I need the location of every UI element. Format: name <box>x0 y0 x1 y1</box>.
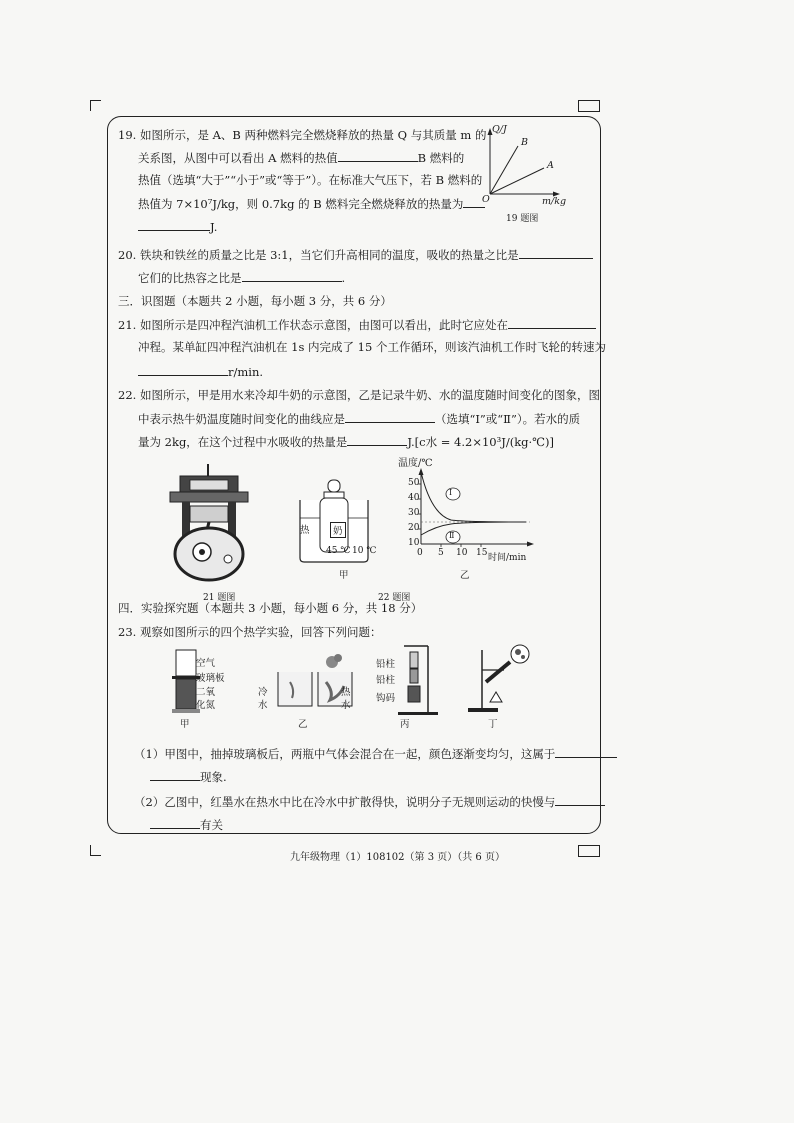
jia-temp-10: 10 ℃ <box>352 546 377 556</box>
q21-blank-2[interactable] <box>138 364 228 376</box>
test-tube-heating-diagram <box>462 640 542 716</box>
q21-line3: r/min. <box>138 364 263 380</box>
corner-mark-top-left <box>90 100 101 111</box>
q19-line5: J. <box>138 219 217 235</box>
q21-caption: 21 题图 <box>203 593 236 603</box>
q22-line1: 22. 如图所示，甲是用水来冷却牛奶的示意图，乙是记录牛奶、水的温度随时间变化的图象，图 <box>118 388 600 402</box>
q19-x-axis-label: m/kg <box>542 196 567 207</box>
yi-name: 乙 <box>460 570 470 581</box>
q21-line1: 21. 如图所示是四冲程汽油机工作状态示意图，由图可以看出，此时它应处在 <box>118 317 596 333</box>
corner-mark-bottom-left <box>90 845 101 856</box>
yi-x-tick-10: 10 <box>456 548 468 558</box>
jia-temp-45: 45 ℃ <box>326 546 351 556</box>
engine-diagram <box>160 462 260 587</box>
yi-y-tick-50: 50 <box>408 478 420 488</box>
yi-x-tick-15: 15 <box>476 548 488 558</box>
corner-mark-bottom-right <box>578 845 600 857</box>
q19-line1: 19. 如图所示，是 A、B 两种燃料完全燃烧释放的热量 Q 与其质量 m 的 <box>118 128 487 142</box>
yi-y-axis-label: 温度/℃ <box>398 458 433 469</box>
jia23-name: 甲 <box>180 719 190 730</box>
yi-x-tick-5: 5 <box>438 548 444 558</box>
q19-origin-label: O <box>482 194 490 205</box>
q22-caption: 22 题图 <box>378 593 411 603</box>
q22-line2: 中表示热牛奶温度随时间变化的曲线应是 （选填“Ⅰ”或“Ⅱ”）。若水的质 <box>138 412 581 426</box>
q23-part2-line1: （2）乙图中，红墨水在热水中比在冷水中扩散得快，说明分子无规则运动的快慢与 <box>134 794 605 810</box>
q20-blank-2[interactable] <box>242 270 342 282</box>
yi-y-tick-30: 30 <box>408 508 420 518</box>
q19-blank-1[interactable] <box>338 150 418 162</box>
q20-line1: 20. 铁块和铁丝的质量之比是 3:1，当它们升高相同的温度，吸收的热量之比是 <box>118 247 593 263</box>
q23-blank-3[interactable] <box>555 794 605 806</box>
q22-blank-1[interactable] <box>345 411 435 423</box>
jia23-glass-label: 玻璃板 <box>196 673 225 684</box>
yi23-hot-label-2: 水 <box>341 700 351 711</box>
q23-part2-line2: 有关 <box>150 817 223 833</box>
q21-blank-1[interactable] <box>508 317 596 329</box>
bing-weight-label: 钩码 <box>376 693 396 704</box>
bing-name: 丙 <box>400 719 410 730</box>
q19-line4: 热值为 7×10⁷J/kg，则 0.7kg 的 B 燃料完全燃烧释放的热量为 <box>138 196 485 212</box>
yi23-cold-label-2: 水 <box>258 700 268 711</box>
q23-blank-1[interactable] <box>555 746 617 758</box>
bing-lead-label-1: 铅柱 <box>376 659 396 670</box>
q23-intro: 23. 观察如图所示的四个热学实验，回答下列问题： <box>118 625 382 639</box>
q19-line-a-label: A <box>547 160 554 171</box>
q23-blank-2[interactable] <box>150 769 200 781</box>
jia-name: 甲 <box>339 570 349 581</box>
section-4-heading: 四．实验探究题（本题共 3 小题，每小题 6 分，共 18 分） <box>118 601 423 615</box>
q21-line2: 冲程。某单缸四冲程汽油机在 1s 内完成了 15 个工作循环，则该汽油机工作时飞轮的转速为 <box>138 340 606 354</box>
q20-line2: 它们的比热容之比是 . <box>138 271 346 285</box>
yi-y-tick-20: 20 <box>408 523 420 533</box>
q22-blank-2[interactable] <box>347 434 407 446</box>
jia-hot-label: 热 <box>300 525 310 536</box>
q22-line3: 量为 2kg，在这个过程中水吸收的热量是 J.[c水 = 4.2×10³J/(kg·℃)] <box>138 435 555 449</box>
q19-line3: 热值（选填“大于”“小于”或“等于”）。在标准大气压下，若 B 燃料的 <box>138 173 483 187</box>
q23-part1-line2: 现象. <box>150 769 227 785</box>
yi-y-tick-40: 40 <box>408 493 420 503</box>
yi23-cold-label-1: 冷 <box>258 687 268 698</box>
yi-y-tick-10: 10 <box>408 538 420 548</box>
q19-blank-3[interactable] <box>138 219 210 231</box>
jia23-gas-label-2: 化氮 <box>196 700 216 711</box>
jia23-air-label: 空气 <box>196 658 216 669</box>
q19-line2: 关系图，从图中可以看出 A 燃料的热值 B 燃料的 <box>138 151 465 165</box>
yi-x-tick-0: 0 <box>417 548 423 558</box>
yi23-hot-label-1: 热 <box>341 687 351 698</box>
q19-line-b-label: B <box>521 137 528 148</box>
q23-blank-4[interactable] <box>150 817 200 829</box>
yi-x-axis-label: 时间/min <box>488 553 527 563</box>
lead-cylinder-diagram <box>398 642 440 716</box>
q23-part1-line1: （1）甲图中，抽掉玻璃板后，两瓶中气体会混合在一起，颜色逐渐变均匀，这属于 <box>134 746 617 762</box>
page-footer: 九年级物理（1）108102（第 3 页）（共 6 页） <box>290 852 505 863</box>
ding-name: 丁 <box>488 719 498 730</box>
bing-lead-label-2: 铅柱 <box>376 675 396 686</box>
q19-y-axis-label: Q/J <box>492 124 507 135</box>
corner-mark-top-right <box>578 100 600 112</box>
curve-1 <box>421 472 526 522</box>
q20-blank-1[interactable] <box>519 247 593 259</box>
curve-2 <box>421 522 526 535</box>
jia23-gas-label-1: 二氧 <box>196 687 216 698</box>
yi-curve-1-label: Ⅰ <box>449 488 453 497</box>
yi23-name: 乙 <box>298 719 308 730</box>
q19-graph <box>478 122 588 222</box>
yi-curve-2-label: Ⅱ <box>449 531 455 540</box>
section-3-heading: 三．识图题（本题共 2 小题，每小题 3 分，共 6 分） <box>118 294 392 308</box>
q19-caption: 19 题图 <box>506 214 539 224</box>
jia-milk-label: 奶 <box>330 522 346 538</box>
